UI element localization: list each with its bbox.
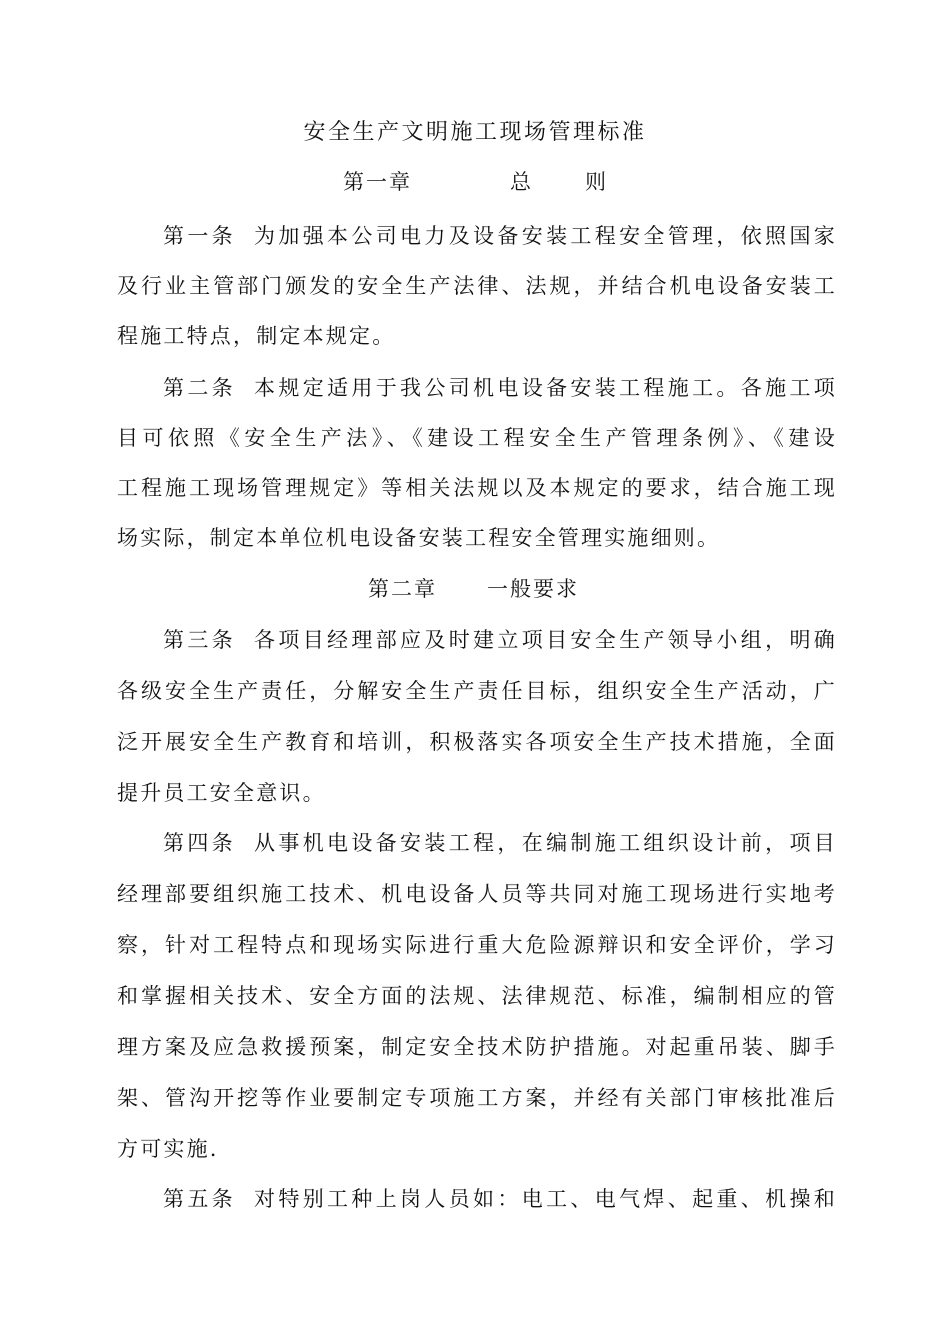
article-4-line-1 xyxy=(163,829,837,857)
article-1-label: 第一条 xyxy=(163,224,237,248)
article-4-line-5: 理方案及应急救援预案，制定安全技术防护措施。对起重吊装、脚手 xyxy=(117,1035,837,1059)
article-4-line-7: 方可实施. xyxy=(117,1137,219,1161)
article-3-line-2: 各级安全生产责任，分解安全生产责任目标，组织安全生产活动，广 xyxy=(117,679,837,703)
document-title: 安全生产文明施工现场管理标准 xyxy=(303,120,647,145)
article-2-text-1: 本规定适用于我公司机电设备安装工程施工。各施工项 xyxy=(254,376,837,400)
article-3-line-3: 泛开展安全生产教育和培训，积极落实各项安全生产技术措施，全面 xyxy=(117,730,837,754)
article-2-line-2: 目可依照《安全生产法》、《建设工程安全生产管理条例》、《建设 xyxy=(117,426,837,450)
article-3-line-4: 提升员工安全意识。 xyxy=(117,781,326,805)
article-5-text-1: 对特别工种上岗人员如：电工、电气焊、起重、机操和 xyxy=(254,1187,837,1211)
article-4-line-2: 经理部要组织施工技术、机电设备人员等共同对施工现场进行实地考 xyxy=(117,882,837,906)
article-1-line-3: 程施工特点，制定本规定。 xyxy=(117,324,396,348)
article-2-line-3: 工程施工现场管理规定》等相关法规以及本规定的要求，结合施工现 xyxy=(117,476,837,500)
article-3-line-1 xyxy=(163,626,837,654)
article-2-line-1 xyxy=(163,374,837,402)
article-5-label: 第五条 xyxy=(163,1187,237,1211)
article-1-line-2: 及行业主管部门颁发的安全生产法律、法规，并结合机电设备安装工 xyxy=(117,274,837,298)
chapter-1-name: 总 则 xyxy=(510,170,610,194)
article-1-text-1: 为加强本公司电力及设备安装工程安全管理，依照国家 xyxy=(254,224,837,248)
chapter-2-number: 第二章 xyxy=(368,577,437,601)
article-4-line-4: 和掌握相关技术、安全方面的法规、法律规范、标准，编制相应的管 xyxy=(117,984,837,1008)
article-4-text-1: 从事机电设备安装工程，在编制施工组织设计前，项目 xyxy=(254,831,837,855)
article-2-line-4: 场实际，制定本单位机电设备安装工程安全管理实施细则。 xyxy=(117,526,721,550)
article-3-label: 第三条 xyxy=(163,628,237,652)
article-1-line-1 xyxy=(163,222,837,250)
chapter-1-number: 第一章 xyxy=(343,170,412,194)
chapter-2-name: 一般要求 xyxy=(487,577,579,601)
article-4-line-6: 架、管沟开挖等作业要制定专项施工方案，并经有关部门审核批准后 xyxy=(117,1086,837,1110)
article-2-label: 第二条 xyxy=(163,376,237,400)
article-5-line-1 xyxy=(163,1185,837,1213)
article-3-text-1: 各项目经理部应及时建立项目安全生产领导小组，明确 xyxy=(254,628,837,652)
article-4-line-3: 察，针对工程特点和现场实际进行重大危险源辩识和安全评价，学习 xyxy=(117,933,837,957)
article-4-label: 第四条 xyxy=(163,831,237,855)
